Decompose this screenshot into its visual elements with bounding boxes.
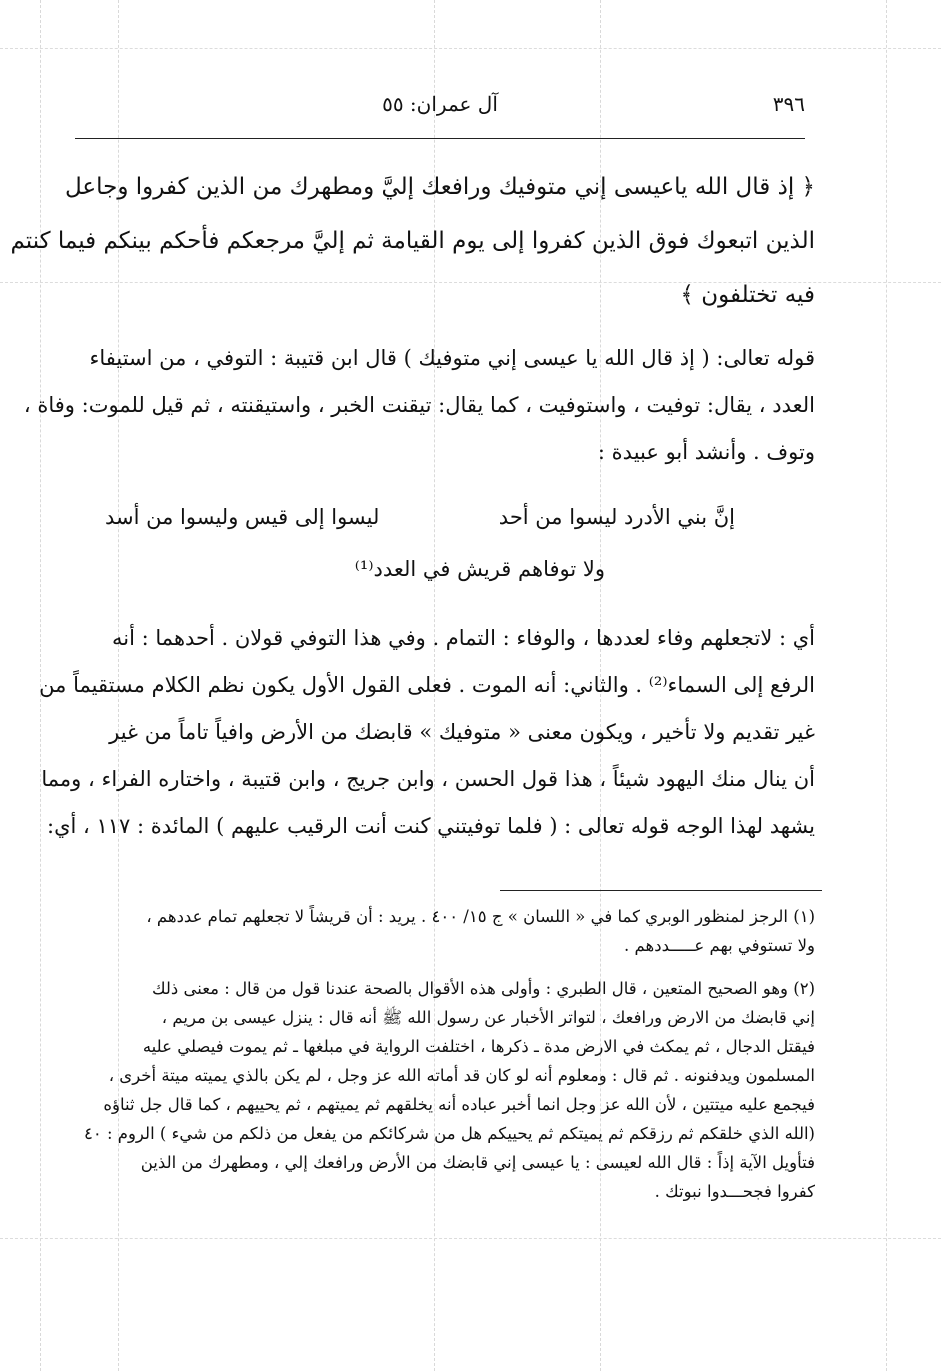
footnote-2-line: فيقتل الدجال ، ثم يمكث في الارض مدة ـ ذكرها ، اختلفت الرواية في مبلغها ـ ثم يموت فيصلي عليه	[142, 1037, 815, 1056]
body-line: يشهد لهذا الوجه قوله تعالى : ( فلما توفيتني كنت أنت الرقيب عليهم ) المائدة : ١١٧ ، أي:	[47, 814, 815, 838]
body-line: الرفع إلى السماء⁽²⁾ . والثاني: أنه الموت . فعلى القول الأول يكون نظم الكلام مستقيماً من	[39, 673, 815, 697]
commentary-line: قوله تعالى: ( إذ قال الله يا عيسى إني متوفيك ) قال ابن قتيبة : التوفي ، من استيفاء	[89, 346, 815, 370]
footnote-2-line: (الله الذي خلقكم ثم رزقكم ثم يميتكم ثم يحييكم هل من شركائكم من يفعل من ذلكم من شيء ) الروم : ٤٠	[83, 1124, 815, 1143]
body-line: غير تقديم ولا تأخير ، ويكون معنى « متوفيك » قابضك من الأرض وافياً تاماً من غير	[109, 720, 815, 744]
footnote-1-line: (١) الرجز لمنظور الوبري كما في « اللسان » ج ١٥/ ٤٠٠ . يريد : أن قريشاً لا تجعلهم تمام عددهم ،	[146, 907, 815, 926]
guide-line	[886, 0, 887, 1371]
page-header	[75, 92, 805, 128]
footnote-2-line: كفروا فجحـــدوا نبوتك .	[654, 1182, 815, 1201]
body-line: أن ينال منك اليهود شيئاً ، هذا قول الحسن ، وابن جريج ، وابن قتيبة ، واختاره الفراء ، ومما	[41, 767, 815, 791]
footnote-gap	[75, 960, 815, 974]
verse-block	[10, 160, 815, 322]
body-text-block	[39, 615, 815, 850]
running-title: آل عمران: ٥٥	[382, 92, 498, 116]
verse-line: فيه تختلفون ﴾	[680, 282, 815, 308]
poetry-continuation: ولا توفاهم قريش في العدد⁽¹⁾	[354, 557, 605, 581]
commentary-line: العدد ، يقال: توفيت ، واستوفيت ، كما يقال: تيقنت الخبر ، واستيقنته ، ثم قيل للموت: وفاة ،	[23, 393, 815, 417]
footnote-2-line: فيجمع عليه ميتتين ، لأن الله عز وجل انما أخبر عباده أنه يخلقهم ثم يميتهم ، ثم يحييهم ، كما قال جل ثناؤه	[103, 1095, 815, 1114]
header-divider	[75, 138, 805, 139]
poetry-hemistich-first: إنَّ بني الأدرد ليسوا من أحد	[498, 505, 735, 529]
footnotes-block	[75, 902, 815, 1206]
verse-line: الذين اتبعوك فوق الذين كفروا إلى يوم القيامة ثم إليَّ مرجعكم فأحكم بينكم فيما كنتم	[10, 228, 815, 254]
guide-line	[0, 1238, 941, 1239]
commentary-line: وتوف . وأنشد أبو عبيدة :	[597, 440, 815, 464]
poetry-hemistich-second: ليسوا إلى قيس وليسوا من أسد	[105, 505, 380, 529]
footnote-1-line: ولا تستوفي بهم عـــــددهم .	[624, 936, 815, 955]
verse-line: ﴿ إذ قال الله ياعيسى إني متوفيك ورافعك إليَّ ومطهرك من الذين كفروا وجاعل	[64, 174, 815, 200]
footnote-2-line: فتأويل الآية إذاً : قال الله لعيسى : يا عيسى إني قابضك من الأرض ورافعك إلي ، ومطهرك من الذين	[140, 1153, 815, 1172]
footnote-2-line: إني قابضك من الارض ورافعك ، لتواتر الأخبار عن رسول الله ﷺ أنه قال : ينزل عيسى بن مريم ،	[161, 1008, 815, 1027]
footnote-2-line: (٢) وهو الصحيح المتعين ، قال الطبري : وأولى هذه الأقوال بالصحة عندنا قول من قال : معنى ذلك	[151, 979, 815, 998]
page-number: ٣٩٦	[772, 92, 805, 116]
footnote-2-line: المسلمون ويدفنونه . ثم قال : ومعلوم أنه لو كان قد أماته الله عز وجل ، لم يكن بالذي يميته ميتة أخرى ،	[108, 1066, 815, 1085]
footnote-divider	[500, 890, 822, 891]
body-line: أي : لاتجعلهم وفاء لعددها ، والوفاء : التمام . وفي هذا التوفي قولان . أحدهما : أنه	[112, 626, 815, 650]
commentary-block	[23, 335, 815, 476]
guide-line	[0, 48, 941, 49]
